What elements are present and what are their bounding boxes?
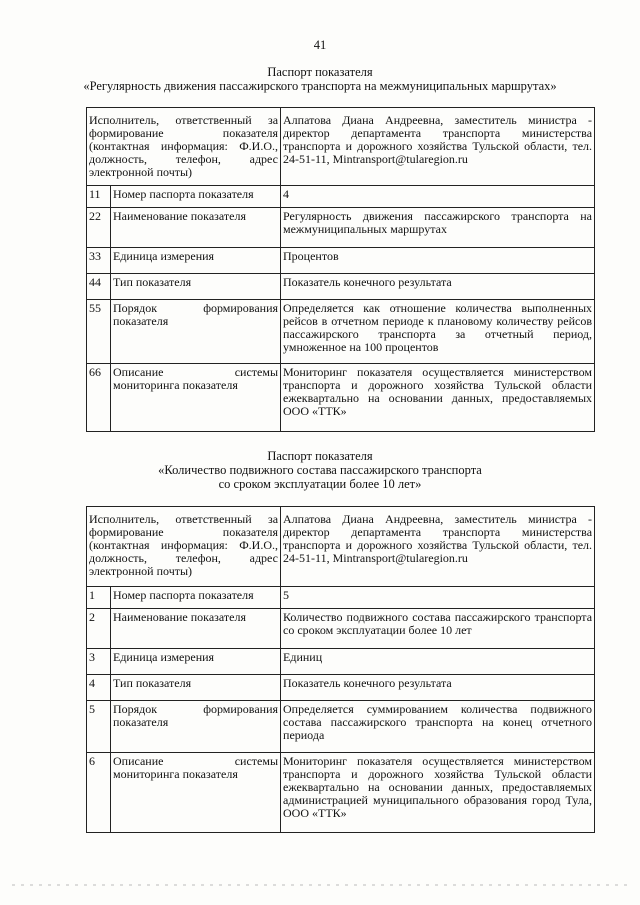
- executor-label: Исполнитель, ответственный за формирование показателя (контактная информация: Ф.И.О., должность, телефон, адрес электронной почты): [87, 507, 281, 587]
- row-number: 44: [87, 274, 111, 300]
- row-number: 22: [87, 208, 111, 248]
- row-label: Порядок формирования показателя: [111, 300, 281, 364]
- row-value: 5: [281, 587, 595, 609]
- row-value: Мониторинг показателя осуществляется министерством транспорта и дорожного хозяйства Тульской области ежеквартально на основании данных, предоставляемых ООО «ТТК»: [281, 364, 595, 432]
- row-label: Описание системы мониторинга показателя: [111, 753, 281, 833]
- row-label: Тип показателя: [111, 675, 281, 701]
- row-value: Количество подвижного состава пассажирского транспорта со сроком эксплуатации более 10 лет: [281, 609, 595, 649]
- row-value: Мониторинг показателя осуществляется министерством транспорта и дорожного хозяйства Тульской области ежеквартально на основании данных, предоставляемых администрацией муниципального образования город Тула, ООО «ТТК»: [281, 753, 595, 833]
- row-number: 1: [87, 587, 111, 609]
- passport2-subtitle-line1: «Количество подвижного состава пассажирского транспорта: [158, 463, 482, 477]
- passport2-executor-row: [87, 507, 595, 587]
- row-number: 33: [87, 248, 111, 274]
- row-value: Показатель конечного результата: [281, 274, 595, 300]
- row-label: Наименование показателя: [111, 609, 281, 649]
- table-row: [87, 649, 595, 675]
- table-row: [87, 274, 595, 300]
- row-value: Процентов: [281, 248, 595, 274]
- table-row: [87, 701, 595, 753]
- table-row: [87, 186, 595, 208]
- row-number: 4: [87, 675, 111, 701]
- row-label: Номер паспорта показателя: [111, 587, 281, 609]
- row-value: Определяется суммированием количества подвижного состава пассажирского транспорта на конец отчетного периода: [281, 701, 595, 753]
- row-label: Описание системы мониторинга показателя: [111, 364, 281, 432]
- passport1-table: [86, 107, 595, 432]
- row-number: 2: [87, 609, 111, 649]
- row-label: Тип показателя: [111, 274, 281, 300]
- executor-value: Алпатова Диана Андреевна, заместитель министра - директор департамента транспорта министерства транспорта и дорожного хозяйства Тульской области, тел. 24-51-11, Mintransport@tularegion.ru: [281, 108, 595, 186]
- row-label: Порядок формирования показателя: [111, 701, 281, 753]
- passport1-title: Паспорт показателя: [267, 65, 373, 79]
- passport2-title: Паспорт показателя: [267, 449, 373, 463]
- row-number: 6: [87, 753, 111, 833]
- row-number: 11: [87, 186, 111, 208]
- row-number: 66: [87, 364, 111, 432]
- row-label: Единица измерения: [111, 248, 281, 274]
- table-row: [87, 300, 595, 364]
- table-row: [87, 208, 595, 248]
- table-row: [87, 753, 595, 833]
- row-value: Определяется как отношение количества выполненных рейсов в отчетном периоде к плановому количеству рейсов пассажирского транспорта за отчетный период, умноженное на 100 процентов: [281, 300, 595, 364]
- passport1-subtitle: «Регулярность движения пассажирского транспорта на межмуниципальных маршрутах»: [83, 79, 557, 93]
- table-row: [87, 675, 595, 701]
- page-number: 41: [313, 38, 327, 52]
- passport2-subtitle-line2: со сроком эксплуатации более 10 лет»: [218, 477, 422, 491]
- row-value: 4: [281, 186, 595, 208]
- row-value: Регулярность движения пассажирского транспорта на межмуниципальных маршрутах: [281, 208, 595, 248]
- row-number: 5: [87, 701, 111, 753]
- row-value: Показатель конечного результата: [281, 675, 595, 701]
- scan-edge-noise: [12, 884, 628, 886]
- table-row: [87, 609, 595, 649]
- row-number: 3: [87, 649, 111, 675]
- executor-label: Исполнитель, ответственный за формирование показателя (контактная информация: Ф.И.О., должность, телефон, адрес электронной почты): [87, 108, 281, 186]
- row-value: Единиц: [281, 649, 595, 675]
- table-row: [87, 587, 595, 609]
- table-row: [87, 248, 595, 274]
- row-number: 55: [87, 300, 111, 364]
- row-label: Единица измерения: [111, 649, 281, 675]
- row-label: Номер паспорта показателя: [111, 186, 281, 208]
- row-label: Наименование показателя: [111, 208, 281, 248]
- passport2-table: [86, 506, 595, 833]
- passport1-executor-row: [87, 108, 595, 186]
- executor-value: Алпатова Диана Андреевна, заместитель министра - директор департамента транспорта министерства транспорта и дорожного хозяйства Тульской области, тел. 24-51-11, Mintransport@tularegion.ru: [281, 507, 595, 587]
- table-row: [87, 364, 595, 432]
